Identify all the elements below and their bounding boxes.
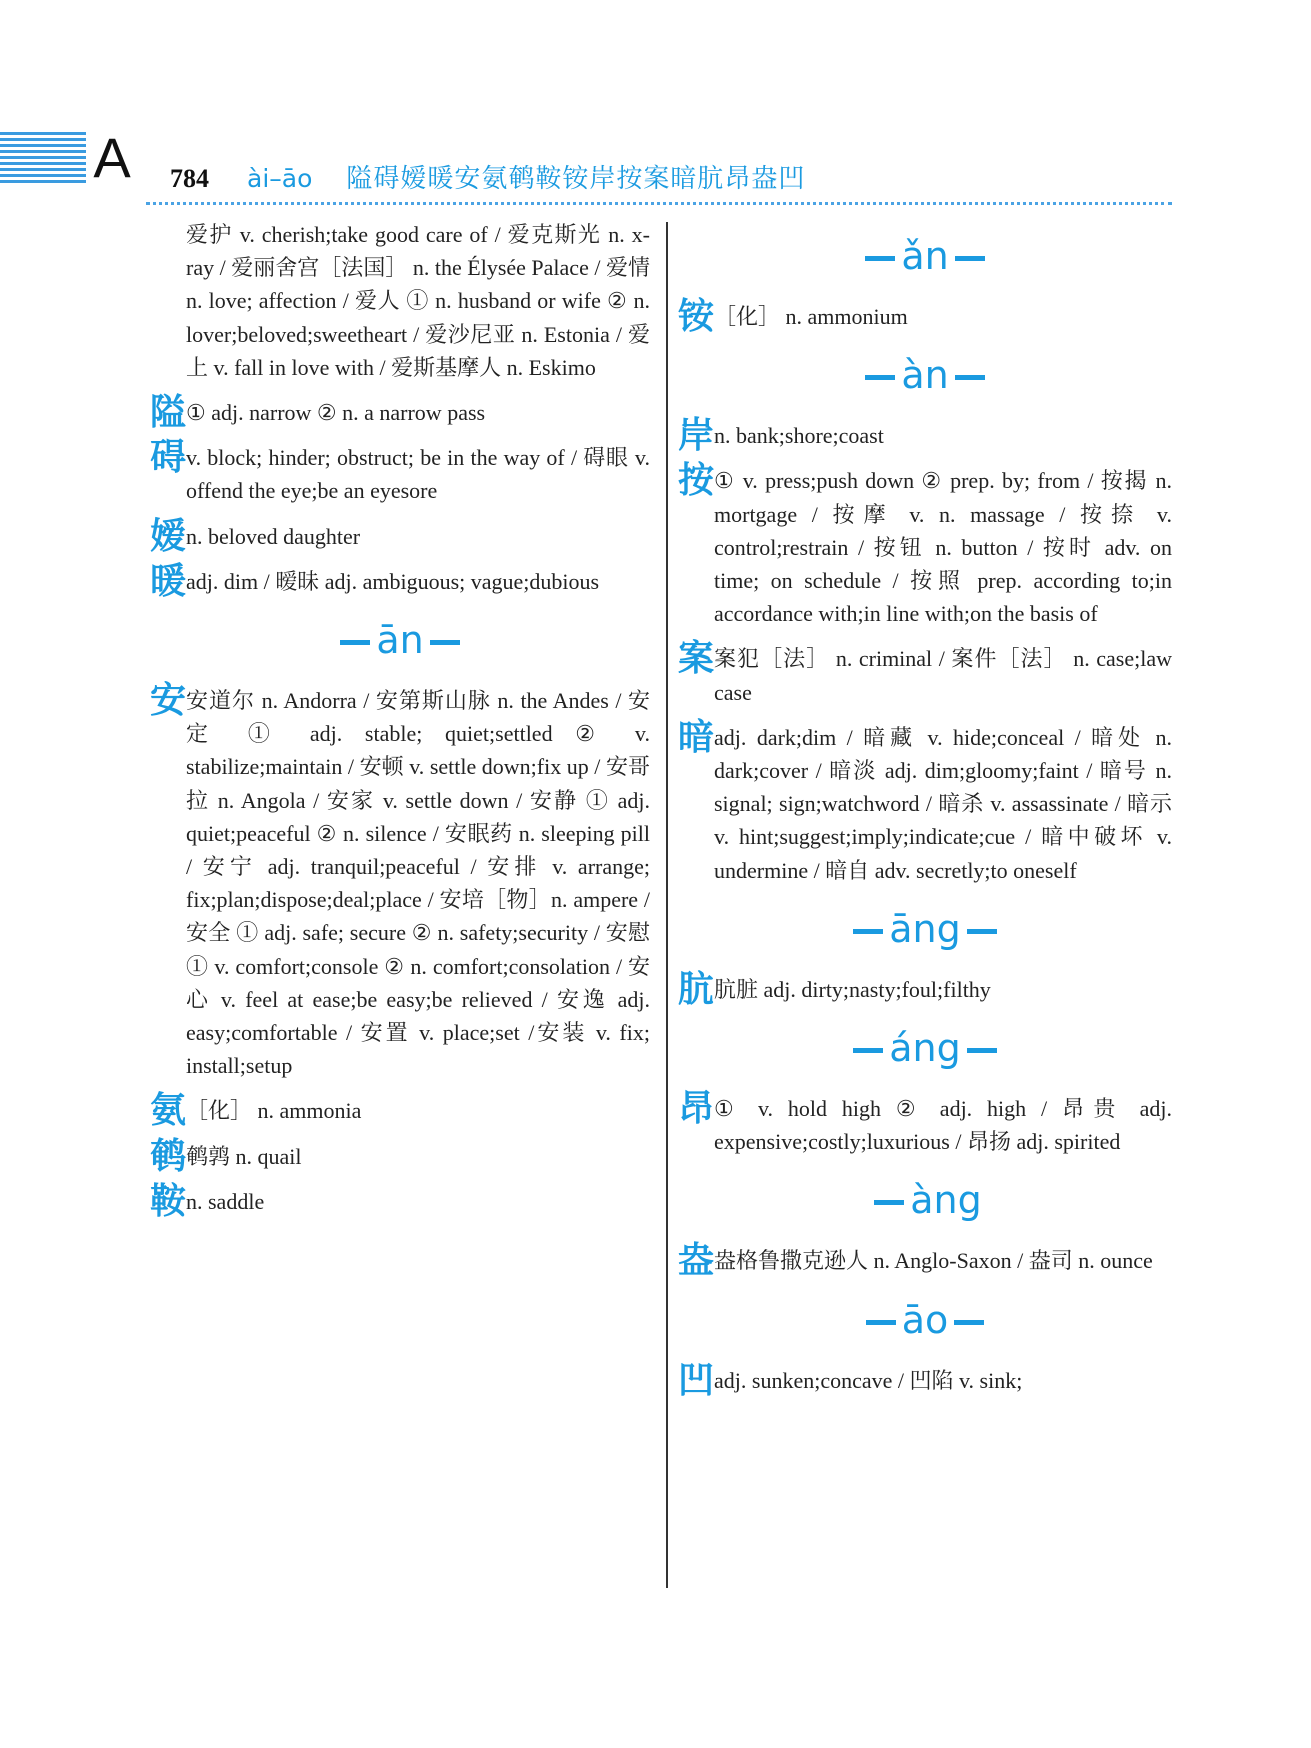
dictionary-entry xyxy=(150,437,650,507)
pinyin-section-heading xyxy=(678,1018,1172,1078)
dictionary-entry xyxy=(678,460,1172,630)
pinyin-section-heading xyxy=(678,899,1172,959)
headword: 案 xyxy=(678,638,715,680)
entry-text: 盎格鲁撒克逊人 n. Anglo-Saxon / 盎司 n. ounce xyxy=(714,1248,1153,1274)
dictionary-entry xyxy=(678,716,1172,887)
dictionary-entry xyxy=(678,638,1172,708)
right-column xyxy=(678,218,1172,1409)
dictionary-entry xyxy=(678,1359,1172,1401)
pinyin-section-heading xyxy=(678,1170,1172,1230)
headword: 氨 xyxy=(150,1090,187,1132)
dictionary-entry xyxy=(150,560,650,602)
headword: 铵 xyxy=(678,296,715,337)
headword: 鹌 xyxy=(150,1135,187,1177)
pinyin-range: ài–āo xyxy=(247,164,313,193)
header-characters: 隘碍嫒暖安氨鹌鞍铵岸按案暗肮昂盎凹 xyxy=(346,164,806,194)
headword: 按 xyxy=(678,460,715,502)
headword: 昂 xyxy=(678,1088,715,1130)
entry-text: ① adj. narrow ② n. a narrow pass xyxy=(186,400,486,426)
dictionary-entry xyxy=(678,415,1172,457)
section-label: āng xyxy=(889,906,961,951)
entry-text: 肮脏 adj. dirty;nasty;foul;filthy xyxy=(714,976,991,1002)
pinyin-section-heading xyxy=(678,1290,1172,1350)
entry-text: 安道尔 n. Andorra / 安第斯山脉 n. the Andes / 安定 ① adj. stable; quiet;settled ② v. stabilize;maintain / 安顿 v. settle down;fix up / 安哥拉 n. Angola / 安家 v. settle down / 安静 ① adj. quiet;peaceful ② n. silence / 安眠药 n. sleeping pill / 安宁 adj. tranquil;peaceful / 安排 v. arrange; fix;plan;dispose;deal;place / 安培［物］n. ampere / 安全 ① adj. safe; secure ② n. safety;security / 安慰 ① v. comfort;console ② n. comfort;consolation / 安心 v. feel at ease;be easy;be relieved / 安逸 adj. easy;comfortable / 安置 v. place;set /安装 v. fix; install;setup xyxy=(186,688,650,1079)
headword: 暖 xyxy=(150,560,187,602)
dictionary-entry xyxy=(150,515,650,557)
page-header xyxy=(170,158,805,198)
entry-text: n. beloved daughter xyxy=(186,523,361,549)
headword: 肮 xyxy=(678,968,715,1010)
headword: 盎 xyxy=(678,1240,715,1282)
dictionary-entry xyxy=(150,680,650,1082)
dictionary-entry xyxy=(150,1180,650,1222)
section-label: ān xyxy=(376,618,424,663)
headword: 安 xyxy=(150,680,187,722)
entry-text: ① v. press;push down ② prep. by; from / 按揭 n. mortgage / 按摩 v. n. massage / 按捺 v. control;restrain / 按钮 n. button / 按时 adv. on time; on schedule / 按照 prep. according to;in accordance with;in line with;on the basis of xyxy=(714,468,1172,627)
pinyin-section-heading xyxy=(150,610,650,670)
dictionary-entry xyxy=(678,1088,1172,1158)
dictionary-entry xyxy=(150,1135,650,1177)
section-label: àn xyxy=(901,353,949,398)
headword: 鞍 xyxy=(150,1180,187,1222)
section-label: ǎn xyxy=(901,234,949,278)
entry-text: adj. dark;dim / 暗藏 v. hide;conceal / 暗处 n. dark;cover / 暗淡 adj. dim;gloomy;faint / 暗号 n. signal; sign;watchword / 暗杀 v. assassinate / 暗示 v. hint;suggest;imply;indicate;cue / 暗中破坏 v. undermine / 暗自 adv. secretly;to oneself xyxy=(714,724,1172,883)
entry-text: 案犯［法］ n. criminal / 案件［法］ n. case;law case xyxy=(714,646,1172,705)
dictionary-entry xyxy=(150,218,650,384)
headword: 暗 xyxy=(678,716,715,758)
entry-text: adj. dim / 暧昧 adj. ambiguous; vague;dubious xyxy=(186,568,600,594)
entry-text: 鹌鹑 n. quail xyxy=(186,1143,302,1169)
dictionary-entry xyxy=(678,296,1172,337)
entry-text: v. block; hinder; obstruct; be in the way of / 碍眼 v. offend the eye;be an eyesore xyxy=(186,445,650,504)
dictionary-entry xyxy=(678,968,1172,1010)
entry-text: ① v. hold high ② adj. high / 昂贵 adj. expensive;costly;luxurious / 昂扬 adj. spirited xyxy=(714,1096,1172,1155)
entry-text: ［化］ n. ammonium xyxy=(714,304,908,329)
dictionary-entry xyxy=(678,1240,1172,1282)
column-divider xyxy=(666,222,668,1588)
headword: 凹 xyxy=(678,1359,715,1401)
entry-text: ［化］ n. ammonia xyxy=(186,1098,362,1124)
headword: 岸 xyxy=(678,415,715,457)
headword: 碍 xyxy=(150,437,187,479)
headword: 嫒 xyxy=(150,515,187,557)
entry-text: n. saddle xyxy=(186,1188,265,1214)
header-divider xyxy=(146,202,1172,205)
section-label: āo xyxy=(901,1297,949,1342)
entry-text: 爱护 v. cherish;take good care of / 爱克斯光 n. x-ray / 爱丽舍宫［法国］ n. the Élysée Palace / 爱情 n. love; affection / 爱人 ① n. husband or wife ② n. lover;beloved;sweetheart / 爱沙尼亚 n. Estonia / 爱上 v. fall in love with / 爱斯基摩人 n. Eskimo xyxy=(186,222,650,380)
section-label: áng xyxy=(889,1026,961,1071)
dictionary-entry xyxy=(150,1090,650,1132)
page-number: 784 xyxy=(170,164,209,193)
pinyin-section-heading xyxy=(678,226,1172,286)
dictionary-entry xyxy=(150,392,650,434)
pinyin-section-heading xyxy=(678,345,1172,405)
left-column xyxy=(150,218,650,1230)
entry-text: adj. sunken;concave / 凹陷 v. sink; xyxy=(714,1367,1023,1393)
section-label: àng xyxy=(910,1178,982,1223)
entry-text: n. bank;shore;coast xyxy=(714,423,884,449)
section-tab-letter: A xyxy=(86,128,138,188)
headword: 隘 xyxy=(150,392,187,434)
